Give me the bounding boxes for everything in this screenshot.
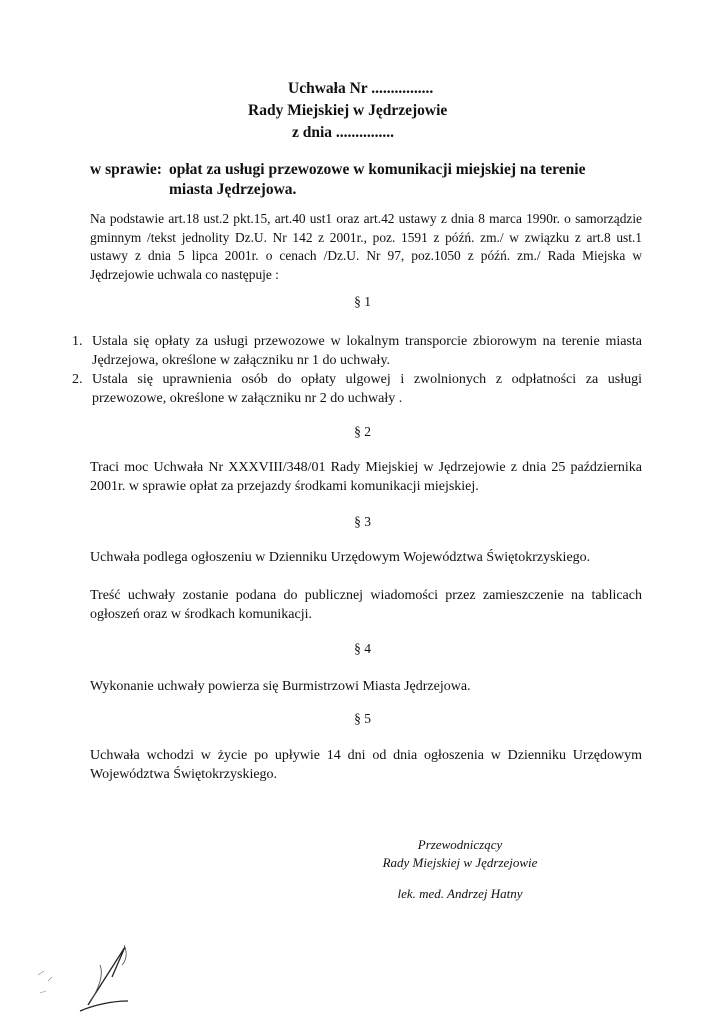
list-item-number: 1. (72, 334, 83, 349)
signature-name: lek. med. Andrzej Hatny (397, 886, 523, 901)
section-3-text-2: Treść uchwały zostanie podana do publicznej wiadomości przez zamieszczenie na tablicach ogłoszeń oraz w środkach komunikacji. (90, 588, 642, 622)
section-4-title: § 4 (354, 641, 371, 656)
section-1-list (72, 332, 642, 408)
section-3-text-1: Uchwała podlega ogłoszeniu w Dzienniku Urzędowym Województwa Świętokrzyskiego. (90, 550, 591, 565)
resolution-subject (90, 160, 650, 200)
list-item (72, 332, 642, 370)
subject-line-1: opłat za usługi przewozowe w komunikacji miejskiej na terenie (169, 161, 586, 178)
list-item-text: Ustala się opłaty za usługi przewozowe w lokalnym transporcie zbiorowym na terenie miasta Jędrzejowa, określone w załączniku nr 1 do uchwały. (92, 334, 642, 368)
document-header (0, 78, 725, 144)
resolution-date: z dnia ............... (292, 124, 395, 141)
section-5-title: § 5 (354, 711, 371, 726)
list-item-text: Ustala się uprawnienia osób do opłaty ulgowej i zwolnionych z odpłatności za usługi przewozowe, określone w załączniku nr 2 do uchwały . (92, 372, 642, 406)
council-name: Rady Miejskiej w Jędrzejowie (248, 102, 448, 119)
list-item-number: 2. (72, 372, 83, 387)
legal-basis: Na podstawie art.18 ust.2 pkt.15, art.40 ust1 oraz art.42 ustawy z dnia 8 marca 1990r. o samorządzie gminnym /tekst jednolity Dz.U. Nr 142 z 2001r., poz. 1591 z późń. zm./ w związku z art.8 ust.1 ustawy z dnia 5 lipca 2001r. o cenach /Dz.U. Nr 97, poz.1050 z późń. zm./ Rada Miejska w Jędrzejowie uchwala co następuje : (90, 211, 642, 282)
subject-line-2: miasta Jędrzejowa. (169, 181, 297, 198)
signature-role: Przewodniczący (417, 837, 503, 852)
section-1-title: § 1 (354, 294, 371, 309)
section-4-text: Wykonanie uchwały powierza się Burmistrzowi Miasta Jędrzejowa. (90, 679, 471, 694)
section-2-text: Traci moc Uchwała Nr XXXVIII/348/01 Rady Miejskiej w Jędrzejowie z dnia 25 października 2001r. w sprawie opłat za przejazdy środkami komunikacji miejskiej. (90, 460, 642, 494)
handwritten-initials (30, 935, 150, 1020)
resolution-title: Uchwała Nr ................ (288, 80, 434, 97)
section-5-text: Uchwała wchodzi w życie po upływie 14 dni od dnia ogłoszenia w Dzienniku Urzędowym Województwa Świętokrzyskiego. (90, 748, 642, 782)
list-item (72, 370, 642, 408)
subject-label: w sprawie: (90, 161, 162, 178)
section-3-title: § 3 (354, 514, 371, 529)
section-2-title: § 2 (354, 424, 371, 439)
signature-council: Rady Miejskiej w Jędrzejowie (382, 855, 538, 870)
